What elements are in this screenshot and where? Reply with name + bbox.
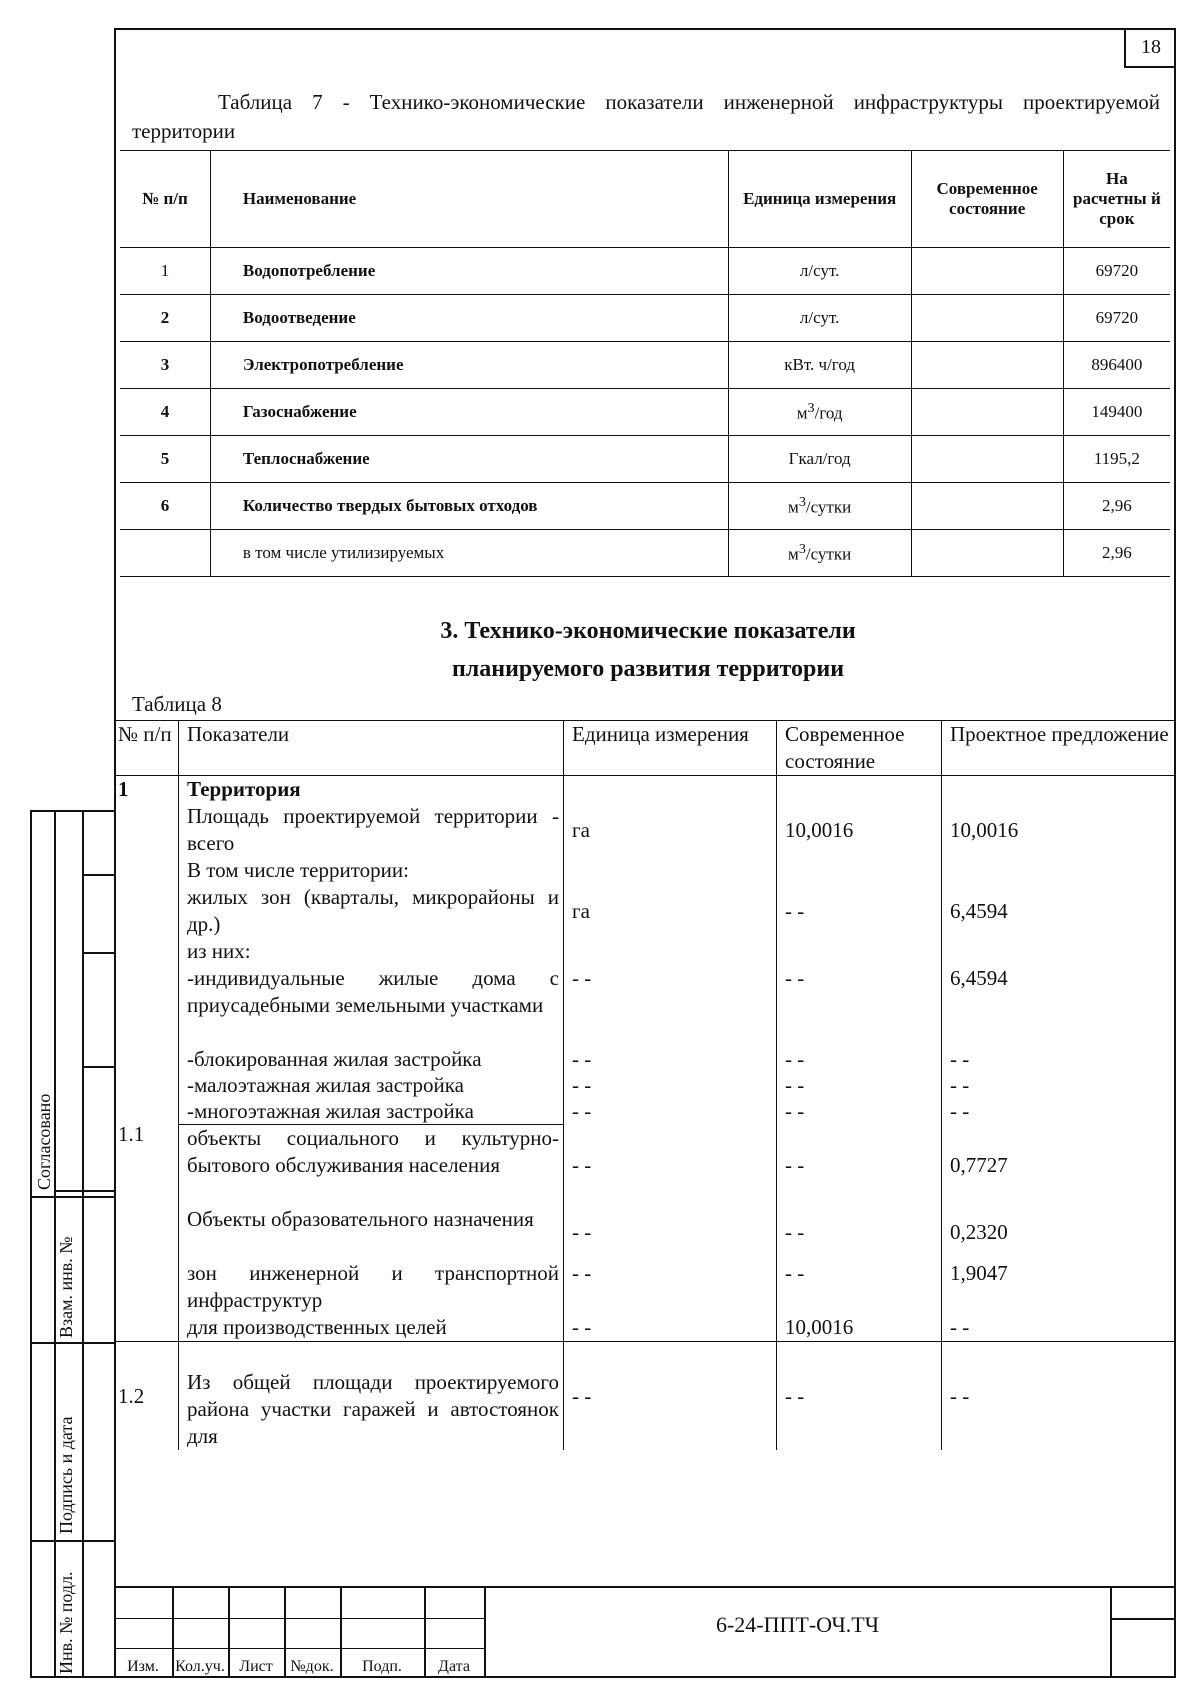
table8-proposal-cell-b (942, 1125, 1177, 1342)
table8-header-num: № п/п (114, 721, 179, 776)
stamp-col-label: Подп. (362, 1658, 402, 1675)
table8-row-1-2-proposal: - - (942, 1342, 1177, 1451)
current-value: 10,0016 (785, 817, 854, 842)
table7-cell-num: 4 (120, 389, 210, 436)
indicator-text: Из общей площади проектируемого района участки гаражей и автостоянок для (187, 1370, 559, 1448)
proposal-value: - - (950, 1073, 970, 1097)
table7-cell-current (911, 342, 1063, 389)
current-value (785, 938, 937, 965)
table7-caption: Таблица 7 - Технико-экономические показатели инженерной инфраструктуры проектируемой территории (132, 90, 1160, 143)
table7-row (120, 436, 1170, 483)
table7-cell-num: 2 (120, 295, 210, 342)
table8-row-1-2-current: - - (777, 1342, 942, 1451)
table8-group-row (114, 776, 1176, 1125)
table7-row (120, 483, 1170, 530)
indicator-text: -малоэтажная жилая застройка (187, 1073, 464, 1097)
unit-value: - - (572, 966, 592, 990)
unit-value: - - (572, 1220, 592, 1244)
section-title-line1: 3. Технико-экономические показатели (440, 618, 856, 644)
table8-header-name: Показатели (179, 721, 564, 776)
rows-1-1-text (187, 803, 559, 1124)
table8-group-num: 1 (118, 777, 129, 801)
proposal-value: - - (950, 1099, 970, 1123)
stamp-col-label: №док. (290, 1658, 334, 1675)
table8-header-current: Современное состояние (777, 721, 942, 776)
table7-row (120, 342, 1170, 389)
table7-cell-current (911, 483, 1063, 530)
table8-row-1-2 (114, 1342, 1176, 1451)
unit-tail: /сутки (805, 497, 852, 517)
proposal-value: 1,9047 (950, 1260, 1008, 1285)
proposal-value: 0,7727 (950, 1152, 1008, 1177)
table7-row (120, 389, 1170, 436)
current-value: - - (785, 1073, 805, 1097)
table8-current-cell-b (777, 1125, 942, 1342)
table7 (120, 150, 1170, 577)
unit-value (572, 857, 772, 884)
table8 (114, 720, 1176, 1450)
stamp-col-label: Изм. (127, 1658, 159, 1675)
table7-cell-name: Водоотведение (210, 295, 728, 342)
table8-header-row (114, 721, 1176, 776)
unit-base: м (796, 403, 808, 423)
indicator-text: из них: (187, 939, 251, 963)
unit-value (572, 938, 772, 965)
table8-row-1-2-num: 1.2 (114, 1342, 179, 1451)
table7-header-num: № п/п (120, 151, 210, 248)
table7-header-name: Наименование (210, 151, 728, 248)
table7-cell-name: в том числе утилизируемых (210, 530, 728, 577)
indicator-text: объекты социального и культурно-бытового обслуживания населения (187, 1126, 559, 1177)
unit-value: - - (572, 1047, 592, 1071)
table7-cell-unit (728, 530, 911, 577)
current-value: 10,0016 (785, 1314, 854, 1339)
proposal-value (950, 857, 1172, 884)
table7-cell-target: 69720 (1063, 295, 1170, 342)
unit-base: м (788, 544, 799, 564)
proposal-value: 6,4594 (950, 898, 1008, 923)
table7-cell-num: 3 (120, 342, 210, 389)
indicator-text: для производственных целей (187, 1315, 447, 1339)
stamp-col-label: Кол.уч. (175, 1658, 225, 1675)
indicator-text: Площадь проектируемой территории - всего (187, 804, 559, 855)
inv-orig-label: Инв. № подл. (56, 1571, 76, 1674)
table8-row-1-1-num: 1.1 (118, 1122, 145, 1146)
table7-cell-num (120, 530, 210, 577)
proposal-value: 0,2320 (950, 1220, 1008, 1244)
unit-sup: 3 (798, 494, 806, 511)
document-number: 6-24-ППТ-ОЧ.ТЧ (715, 1612, 880, 1637)
table8-header-proposal: Проектное предложение (942, 721, 1177, 776)
indicator-text: -многоэтажная жилая застройка (187, 1099, 474, 1123)
unit-value: - - (572, 1152, 592, 1177)
unit-tail: /год (814, 403, 843, 423)
table7-cell-name: Теплоснабжение (210, 436, 728, 483)
table7-cell-num: 1 (120, 248, 210, 295)
unit-value: - - (572, 1073, 592, 1097)
table7-cell-current (911, 389, 1063, 436)
unit-base: м (788, 497, 799, 517)
agreed-label: Согласовано (34, 1093, 54, 1190)
table7-cell-current (911, 295, 1063, 342)
table7-cell-name: Электропотребление (210, 342, 728, 389)
sign-date-label: Подпись и дата (56, 1416, 76, 1534)
table7-cell-unit: кВт. ч/год (728, 342, 911, 389)
page-number: 18 (1124, 28, 1176, 68)
table7-cell-current (911, 436, 1063, 483)
indicator-text: зон инженерной и транспортной инфраструктур (187, 1261, 559, 1312)
table7-row (120, 248, 1170, 295)
table8-name-cell-b (179, 1125, 564, 1342)
unit-value: - - (572, 1099, 592, 1123)
unit-value: - - (572, 1314, 592, 1339)
section-title (120, 612, 1176, 688)
table7-cell-num: 6 (120, 483, 210, 530)
unit-value: га (572, 898, 590, 923)
table7-cell-target: 69720 (1063, 248, 1170, 295)
table7-row (120, 295, 1170, 342)
table8-header-unit: Единица измерения (564, 721, 777, 776)
table7-header-unit: Единица измерения (728, 151, 911, 248)
indicator-text: -блокированная жилая застройка (187, 1047, 482, 1071)
section-title-line2: планируемого развития территории (451, 656, 845, 682)
unit-sup: 3 (798, 541, 806, 558)
table8-proposal-cell (942, 776, 1177, 1125)
unit-value: - - (572, 1260, 592, 1285)
table7-cell-current (911, 248, 1063, 295)
current-value (785, 857, 937, 884)
inv-swap-label: Взам. инв. № (56, 1236, 76, 1338)
table7-cell-target: 149400 (1063, 389, 1170, 436)
proposal-value: 10,0016 (950, 817, 1019, 842)
indicator-text: В том числе территории: (187, 858, 409, 882)
table7-cell-current (911, 530, 1063, 577)
side-approval-strip (30, 810, 114, 1678)
table7-row (120, 530, 1170, 577)
table7-cell-unit: л/сут. (728, 295, 911, 342)
table8-subrow (114, 1125, 1176, 1342)
unit-value: га (572, 817, 590, 842)
table7-cell-name: Газоснабжение (210, 389, 728, 436)
table7-cell-target: 896400 (1063, 342, 1170, 389)
current-value: - - (785, 1152, 805, 1177)
table8-group-name-cell (179, 776, 564, 1125)
table7-cell-target: 2,96 (1063, 530, 1170, 577)
stamp-col-label: Лист (239, 1658, 273, 1675)
table8-unit-cell (564, 776, 777, 1125)
unit-tail: /сутки (805, 544, 852, 564)
table7-cell-unit (728, 483, 911, 530)
table8-label: Таблица 8 (132, 692, 222, 716)
table7-cell-target: 2,96 (1063, 483, 1170, 530)
proposal-value: 6,4594 (950, 966, 1008, 990)
table7-cell-name: Количество твердых бытовых отходов (210, 483, 728, 530)
unit-sup: 3 (807, 400, 815, 417)
current-value: - - (785, 1260, 805, 1285)
current-value: - - (785, 1220, 805, 1244)
table7-cell-unit: Гкал/год (728, 436, 911, 483)
current-value: - - (785, 1047, 805, 1071)
current-value: - - (785, 898, 805, 923)
current-value: - - (785, 1099, 805, 1123)
current-value: - - (785, 966, 805, 990)
table8-group-title: Территория (187, 777, 301, 801)
table7-header-target: На расчетны й срок (1063, 151, 1170, 248)
table7-cell-unit (728, 389, 911, 436)
table8-group-num-cell (114, 776, 179, 1342)
indicator-text: жилых зон (кварталы, микрорайоны и др.) (187, 885, 559, 936)
table7-cell-target: 1195,2 (1063, 436, 1170, 483)
proposal-value: - - (950, 1314, 970, 1339)
stamp-col-label: Дата (438, 1658, 470, 1675)
table8-current-cell (777, 776, 942, 1125)
indicator-text: -индивидуальные жилые дома с приусадебными земельными участками (187, 966, 559, 1017)
table7-header-row (120, 151, 1170, 248)
indicator-text: Объекты образовательного назначения (187, 1207, 534, 1231)
proposal-value (950, 938, 1172, 965)
table7-cell-unit: л/сут. (728, 248, 911, 295)
table8-row-1-2-unit: - - (564, 1342, 777, 1451)
table7-cell-name: Водопотребление (210, 248, 728, 295)
table7-header-current: Современное состояние (911, 151, 1063, 248)
table8-unit-cell-b (564, 1125, 777, 1342)
table7-cell-num: 5 (120, 436, 210, 483)
table8-row-1-2-name-cell (179, 1342, 564, 1451)
proposal-value: - - (950, 1047, 970, 1071)
